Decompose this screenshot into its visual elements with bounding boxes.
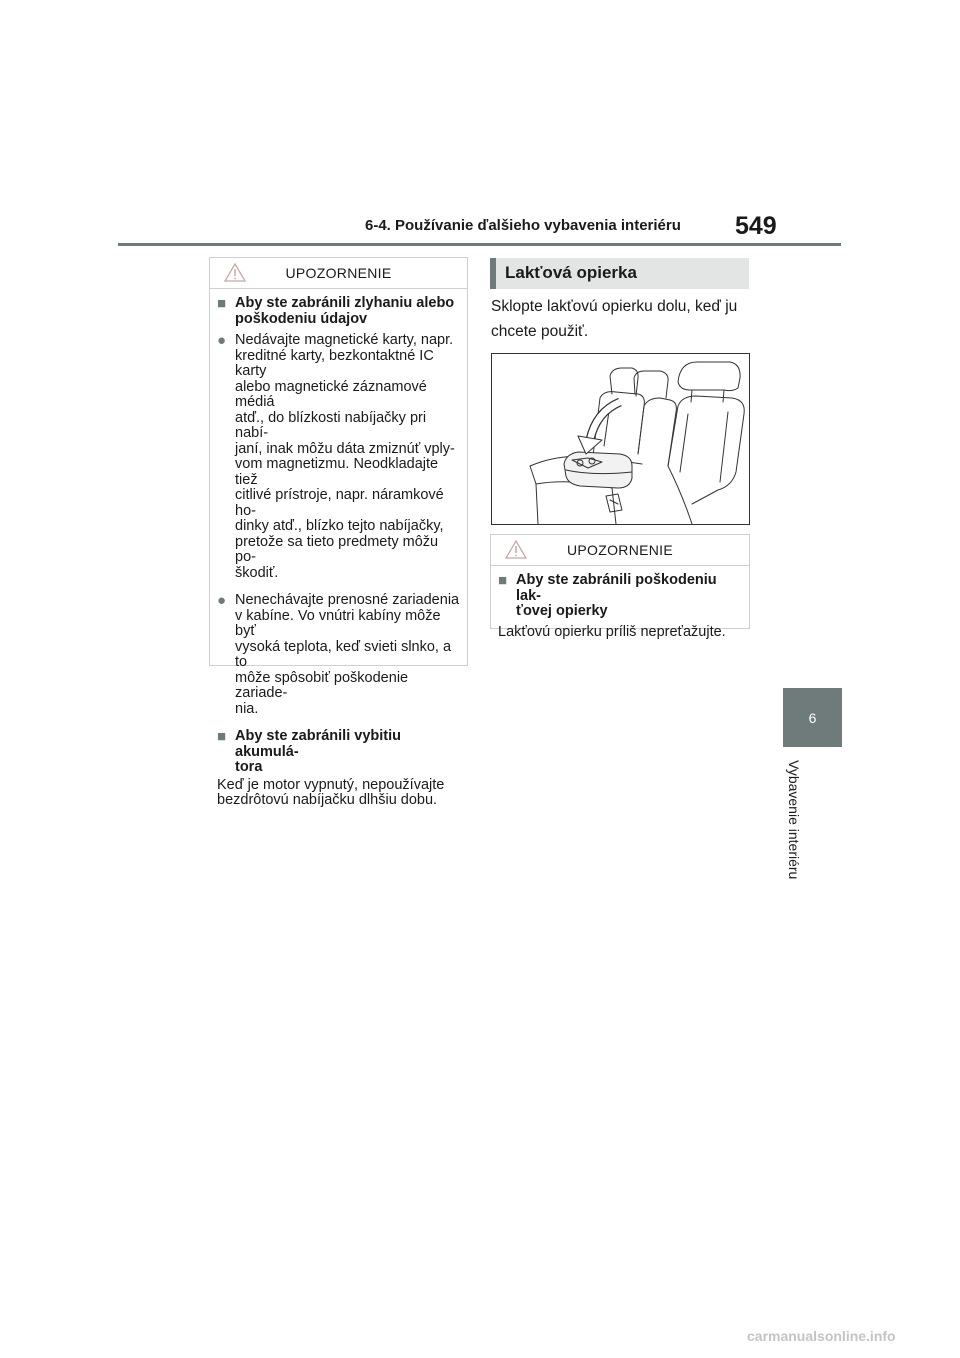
circle-bullet-icon: ● — [217, 332, 227, 349]
caution-text-battery — [217, 778, 460, 809]
text-line: alebo magnetické záznamové médiá — [235, 378, 427, 410]
text-line: nia. — [235, 700, 259, 717]
text-line: pretože sa tieto predmety môžu po- — [235, 533, 439, 565]
watermark: carmanualsonline.info — [747, 1328, 896, 1344]
text-line: Sklopte lakťovú opierku dolu, keď ju — [491, 298, 738, 315]
text-line: kreditné karty, bezkontaktné IC karty — [235, 347, 434, 379]
square-bullet-icon: ■ — [498, 572, 508, 589]
chapter-name: Vybavenie interiéru — [786, 760, 802, 880]
caution-body — [210, 289, 467, 817]
caution-body — [491, 566, 749, 648]
page-number: 549 — [735, 212, 777, 240]
caution-heading-armrest — [498, 573, 742, 620]
text-line: ťovej opierky — [516, 603, 608, 619]
caution-header — [210, 258, 467, 289]
text-line: Keď je motor vypnutý, nepoužívajte — [217, 776, 445, 793]
caution-heading-battery — [217, 729, 460, 776]
chapter-tab — [783, 688, 842, 747]
text-line: môže spôsobiť poškodenie zariade- — [235, 669, 409, 701]
text-line: janí, inak môžu dáta zmiznúť vply- — [235, 440, 455, 457]
text-line: atď., do blízkosti nabíjačky pri nabí- — [235, 409, 427, 441]
caution-label: UPOZORNENIE — [285, 265, 392, 281]
circle-bullet-icon: ● — [217, 592, 227, 609]
caution-box-charger — [209, 257, 468, 808]
text-line: bezdrôtovú nabíjačku dlhšiu dobu. — [217, 792, 438, 808]
text-line: škodiť. — [235, 564, 279, 581]
caution-item-portable — [217, 593, 460, 717]
text-line: tora — [235, 759, 263, 775]
text-line: vom magnetizmu. Neodkladajte tiež — [235, 456, 439, 488]
caution-item-magnetic — [217, 333, 460, 581]
text-line: poškodeniu údajov — [235, 310, 368, 327]
text-line: Aby ste zabránili poškodeniu lak- — [516, 572, 717, 604]
text-line: v kabíne. Vo vnútri kabíny môže byť — [235, 607, 441, 639]
chapter-number: 6 — [808, 709, 817, 726]
caution-text-armrest: Lakťovú opierku príliš nepreťažujte. — [498, 623, 726, 640]
heading-accent-bar — [490, 258, 496, 289]
square-bullet-icon: ■ — [217, 728, 227, 745]
square-bullet-icon: ■ — [217, 295, 227, 312]
section-title: 6-4. Používanie ďalšieho vybavenia interiéru — [365, 217, 681, 234]
caution-heading-data — [217, 296, 460, 327]
text-line: Nedávajte magnetické karty, napr. — [235, 332, 454, 348]
armrest-heading-text: Lakťová opierka — [505, 263, 637, 282]
armrest-illustration — [491, 353, 750, 525]
rear-seat-armrest-drawing — [492, 354, 749, 524]
armrest-instructions — [491, 294, 753, 344]
text-line: citlivé prístroje, napr. náramkové ho- — [235, 487, 444, 519]
text-line: chcete použiť. — [491, 323, 589, 340]
armrest-heading — [490, 258, 749, 289]
caution-header — [491, 535, 749, 566]
text-line: Aby ste zabránili vybitiu akumulá- — [235, 728, 401, 760]
text-line: vysoká teplota, keď svieti slnko, a to — [235, 638, 452, 670]
text-line: Nenechávajte prenosné zariadenia — [235, 592, 460, 608]
caution-label: UPOZORNENIE — [567, 542, 673, 558]
caution-box-armrest — [490, 534, 750, 640]
header-rule — [118, 243, 841, 246]
text-line: Aby ste zabránili zlyhaniu alebo — [235, 295, 455, 311]
text-line: dinky atď., blízko tejto nabíjačky, — [235, 518, 444, 534]
